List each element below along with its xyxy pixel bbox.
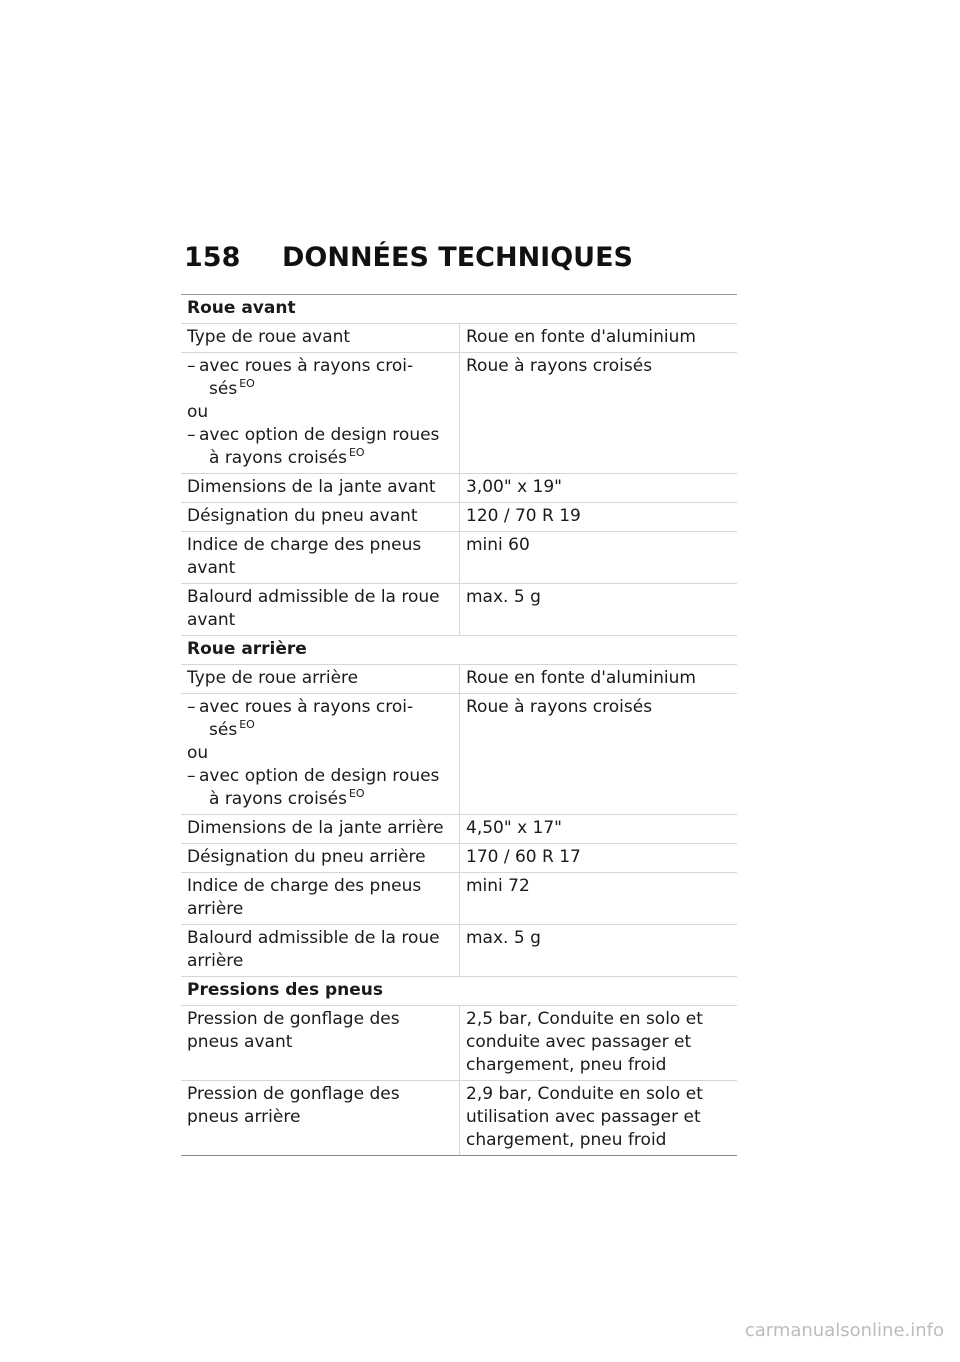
table-row [181,844,737,873]
option-item-line [199,719,453,742]
spec-label: Pression de gonflage des pneus avant [181,1006,460,1081]
table-row [181,694,737,815]
section-heading: Roue arrière [181,636,737,665]
option-item-line [199,447,453,470]
option-item [187,424,453,470]
table-row [181,503,737,532]
spec-value: max. 5 g [460,925,738,977]
spec-label: Désignation du pneu arrière [181,844,460,873]
option-item [187,355,453,401]
spec-value: 2,9 bar, Conduite en solo et utilisation avec passager et chargement, pneu froid [460,1081,738,1156]
option-item-text: à rayons croisés [209,448,347,468]
spec-label: Type de roue arrière [181,665,460,694]
table-row [181,1081,737,1156]
spec-value: 120 / 70 R 19 [460,503,738,532]
section-heading: Pressions des pneus [181,977,737,1006]
option-item-line [199,765,453,788]
option-item-text: avec roues à rayons croi- [199,356,414,376]
table-row [181,474,737,503]
spec-value: 170 / 60 R 17 [460,844,738,873]
table-row [181,1006,737,1081]
page-number: 158 [184,242,241,273]
spec-value: Roue à rayons croisés [460,694,738,815]
spec-value: max. 5 g [460,584,738,636]
option-item-line [199,424,453,447]
option-note: EO [348,446,365,460]
option-separator: ou [187,743,209,763]
option-item-line [199,696,453,719]
spec-value: 4,50" x 17" [460,815,738,844]
option-item-text: sés [209,720,238,740]
option-item [187,696,453,742]
spec-label: Indice de charge des pneus avant [181,532,460,584]
spec-value: Roue en fonte d'aluminium [460,665,738,694]
spec-label: Pression de gonflage des pneus arrière [181,1081,460,1156]
spec-table-body [181,295,737,1156]
option-item-text: avec option de design roues [199,425,440,445]
option-item-text: sés [209,379,238,399]
spec-label: Dimensions de la jante avant [181,474,460,503]
option-item-text: avec roues à rayons croi- [199,697,414,717]
table-row [181,324,737,353]
spec-label: Indice de charge des pneus arrière [181,873,460,925]
section-heading: Roue avant [181,295,737,324]
spec-value: mini 60 [460,532,738,584]
option-item-line [199,355,453,378]
spec-label: Désignation du pneu avant [181,503,460,532]
section-heading-row [181,636,737,665]
watermark-text: carmanualsonline.info [744,1320,944,1341]
option-note: EO [239,718,255,732]
table-row [181,665,737,694]
option-note: EO [348,787,365,801]
spec-value: mini 72 [460,873,738,925]
spec-value: 3,00" x 19" [460,474,738,503]
spec-value: 2,5 bar, Conduite en solo et conduite avec passager et chargement, pneu froid [460,1006,738,1081]
table-row [181,584,737,636]
page-header [184,242,633,282]
spec-label [181,694,460,815]
option-note: EO [239,377,255,391]
table-row [181,353,737,474]
spec-label: Balourd admissible de la roue arrière [181,925,460,977]
spec-label [181,353,460,474]
table-row [181,532,737,584]
spec-value: Roue en fonte d'aluminium [460,324,738,353]
table-row [181,873,737,925]
option-item [187,765,453,811]
table-row [181,925,737,977]
section-heading-row [181,977,737,1006]
table-row [181,815,737,844]
spec-table [181,294,737,1156]
option-separator: ou [187,402,209,422]
spec-label: Type de roue avant [181,324,460,353]
spec-label: Balourd admissible de la roue avant [181,584,460,636]
option-item-line [199,788,453,811]
option-item-line [199,378,453,401]
option-item-text: à rayons croisés [209,789,347,809]
page-title: DONNÉES TECHNIQUES [282,242,633,273]
option-item-text: avec option de design roues [199,766,440,786]
spec-label: Dimensions de la jante arrière [181,815,460,844]
spec-value: Roue à rayons croisés [460,353,738,474]
section-heading-row [181,295,737,324]
